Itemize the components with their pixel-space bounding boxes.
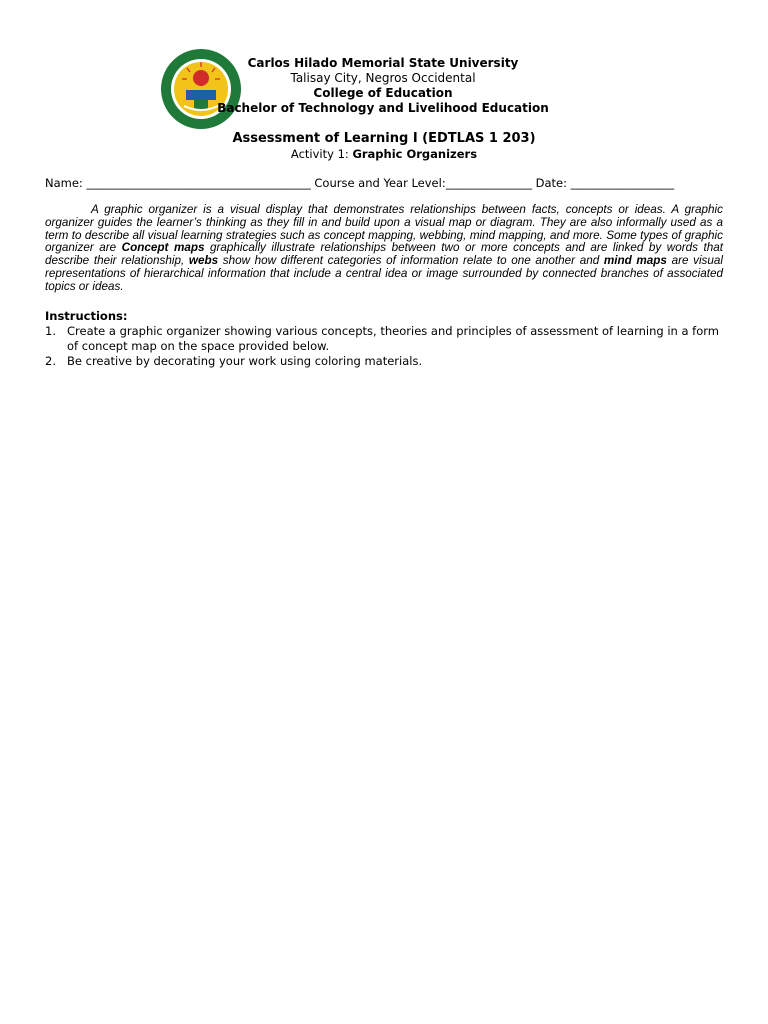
course-year-label: Course and Year Level:	[310, 176, 446, 190]
student-info-line	[45, 176, 735, 190]
para-text-4: are visual representations of hierarchical information that include a central idea or image surrounded by connected branches of associated topics or ideas.	[45, 254, 723, 293]
term-concept-maps: Concept maps	[121, 241, 205, 255]
name-label: Name:	[45, 176, 87, 190]
college-name: College of Education	[313, 86, 453, 100]
instruction-number: 2.	[45, 354, 56, 368]
university-name: Carlos Hilado Memorial State University	[247, 56, 519, 70]
letterhead	[0, 48, 768, 128]
intro-paragraph	[45, 204, 723, 294]
term-webs: webs	[188, 254, 219, 268]
term-mind-maps: mind maps	[603, 254, 667, 268]
program-name: Bachelor of Technology and Livelihood Education	[217, 101, 549, 115]
instruction-item	[45, 324, 725, 354]
para-text-3: show how different categories of information relate to one another and	[218, 254, 604, 268]
instruction-text: Create a graphic organizer showing various concepts, theories and principles of assessment of learning in a form of concept map on the space provided below.	[67, 324, 719, 353]
instructions-heading: Instructions:	[45, 309, 128, 323]
course-title: Assessment of Learning I (EDTLAS 1 203)	[232, 131, 536, 146]
date-blank[interactable]: __________________	[570, 176, 675, 190]
para-text-2: graphically illustrate relationships between two or more concepts and are linked by words that describe their relationship,	[45, 241, 723, 268]
instruction-number: 1.	[45, 324, 56, 338]
activity-prefix: Activity 1:	[290, 147, 353, 161]
instructions-section	[45, 309, 725, 369]
activity-title	[0, 147, 768, 162]
instruction-item	[45, 354, 725, 369]
course-year-blank[interactable]: _______________	[445, 176, 532, 190]
date-label: Date:	[531, 176, 571, 190]
title-block	[0, 130, 768, 162]
para-text-1: A graphic organizer is a visual display that demonstrates relationships between facts, concepts or ideas. A graphic organizer guides the learner’s thinking as they fill in and build upon a visual map or diagram. They are also informally used as a term to describe all visual learning strategies such as concept mapping, webbing, mind mapping, and more. Some types of graphic organizer are	[45, 203, 723, 255]
activity-name: Graphic Organizers	[352, 147, 478, 161]
instruction-text: Be creative by decorating your work using coloring materials.	[67, 354, 423, 368]
university-location: Talisay City, Negros Occidental	[290, 71, 476, 85]
name-blank[interactable]: _______________________________________	[86, 176, 311, 190]
